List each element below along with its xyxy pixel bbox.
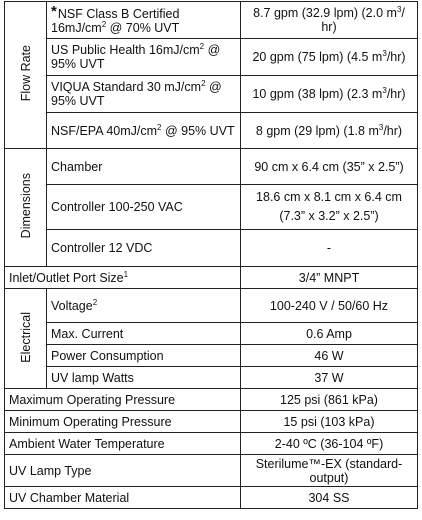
dimensions-label: Chamber <box>47 149 241 185</box>
port-size-label: Inlet/Outlet Port Size$^1$ <box>5 267 241 289</box>
spec-row <box>5 411 418 433</box>
flow-rate-label: NSF/EPA $40mJ/cm^2$ @ 95% UVT <box>47 113 241 149</box>
electrical-value: 100-240 V / 50/60 Hz <box>241 289 418 323</box>
spec-value: 15 psi (103 kPa) <box>241 411 418 433</box>
electrical-row <box>5 345 418 367</box>
spec-value: 2-40 ºC (36-104 ºF) <box>241 433 418 455</box>
flow-rate-label: *NSF Class B Certified $16mJ/cm^2$ @ 70% UVT <box>47 2 241 39</box>
flow-rate-group-label: Flow Rate <box>5 2 47 149</box>
port-size-row <box>5 267 418 289</box>
electrical-row <box>5 367 418 389</box>
dimensions-value: 18.6 cm x 8.1 cm x 6.4 cm (7.3” x 3.2” x 2.5”) <box>241 185 418 230</box>
flow-rate-value: 8 gpm (29 lpm) (1.8 $m^3/hr$) <box>241 113 418 149</box>
dimensions-row <box>5 185 418 230</box>
dimensions-label: Controller 12 VDC <box>47 230 241 267</box>
specifications-table <box>4 1 418 509</box>
flow-rate-row <box>5 2 418 39</box>
spec-label: Ambient Water Temperature <box>5 433 241 455</box>
spec-value: 125 psi (861 kPa) <box>241 389 418 411</box>
electrical-group-label: Electrical <box>5 289 47 389</box>
port-size-value: 3/4” MNPT <box>241 267 418 289</box>
flow-rate-row <box>5 76 418 113</box>
spec-row <box>5 389 418 411</box>
flow-rate-value: 10 gpm (38 lpm) (2.3 $m^3/hr$) <box>241 76 418 113</box>
flow-rate-label: US Public Health $16mJ/cm^2$ @ 95% UVT <box>47 39 241 76</box>
electrical-label: UV lamp Watts <box>47 367 241 389</box>
flow-rate-row <box>5 113 418 149</box>
spec-label: UV Lamp Type <box>5 455 241 487</box>
dimensions-value: 90 cm x 6.4 cm (35” x 2.5”) <box>241 149 418 185</box>
dimensions-value: - <box>241 230 418 267</box>
dimensions-row <box>5 230 418 267</box>
spec-label: Minimum Operating Pressure <box>5 411 241 433</box>
electrical-value: 37 W <box>241 367 418 389</box>
flow-rate-label: VIQUA Standard 30 $mJ/cm^2$ @ 95% UVT <box>47 76 241 113</box>
electrical-label: Voltage$^2$ <box>47 289 241 323</box>
spec-row <box>5 487 418 509</box>
spec-value: Sterilume™-EX (standard-output) <box>241 455 418 487</box>
dimensions-label: Controller 100-250 VAC <box>47 185 241 230</box>
flow-rate-row <box>5 39 418 76</box>
spec-label: Maximum Operating Pressure <box>5 389 241 411</box>
dimensions-group-label: Dimensions <box>5 149 47 267</box>
spec-row <box>5 433 418 455</box>
spec-label: UV Chamber Material <box>5 487 241 509</box>
spec-row <box>5 455 418 487</box>
electrical-row <box>5 289 418 323</box>
flow-rate-value: 20 gpm (75 lpm) (4.5 $m^3/hr$) <box>241 39 418 76</box>
electrical-value: 46 W <box>241 345 418 367</box>
electrical-row <box>5 323 418 345</box>
electrical-label: Power Consumption <box>47 345 241 367</box>
electrical-label: Max. Current <box>47 323 241 345</box>
flow-rate-value: 8.7 gpm (32.9 lpm) (2.0 $m^3/$ hr) <box>241 2 418 39</box>
spec-value: 304 SS <box>241 487 418 509</box>
dimensions-row <box>5 149 418 185</box>
electrical-value: 0.6 Amp <box>241 323 418 345</box>
